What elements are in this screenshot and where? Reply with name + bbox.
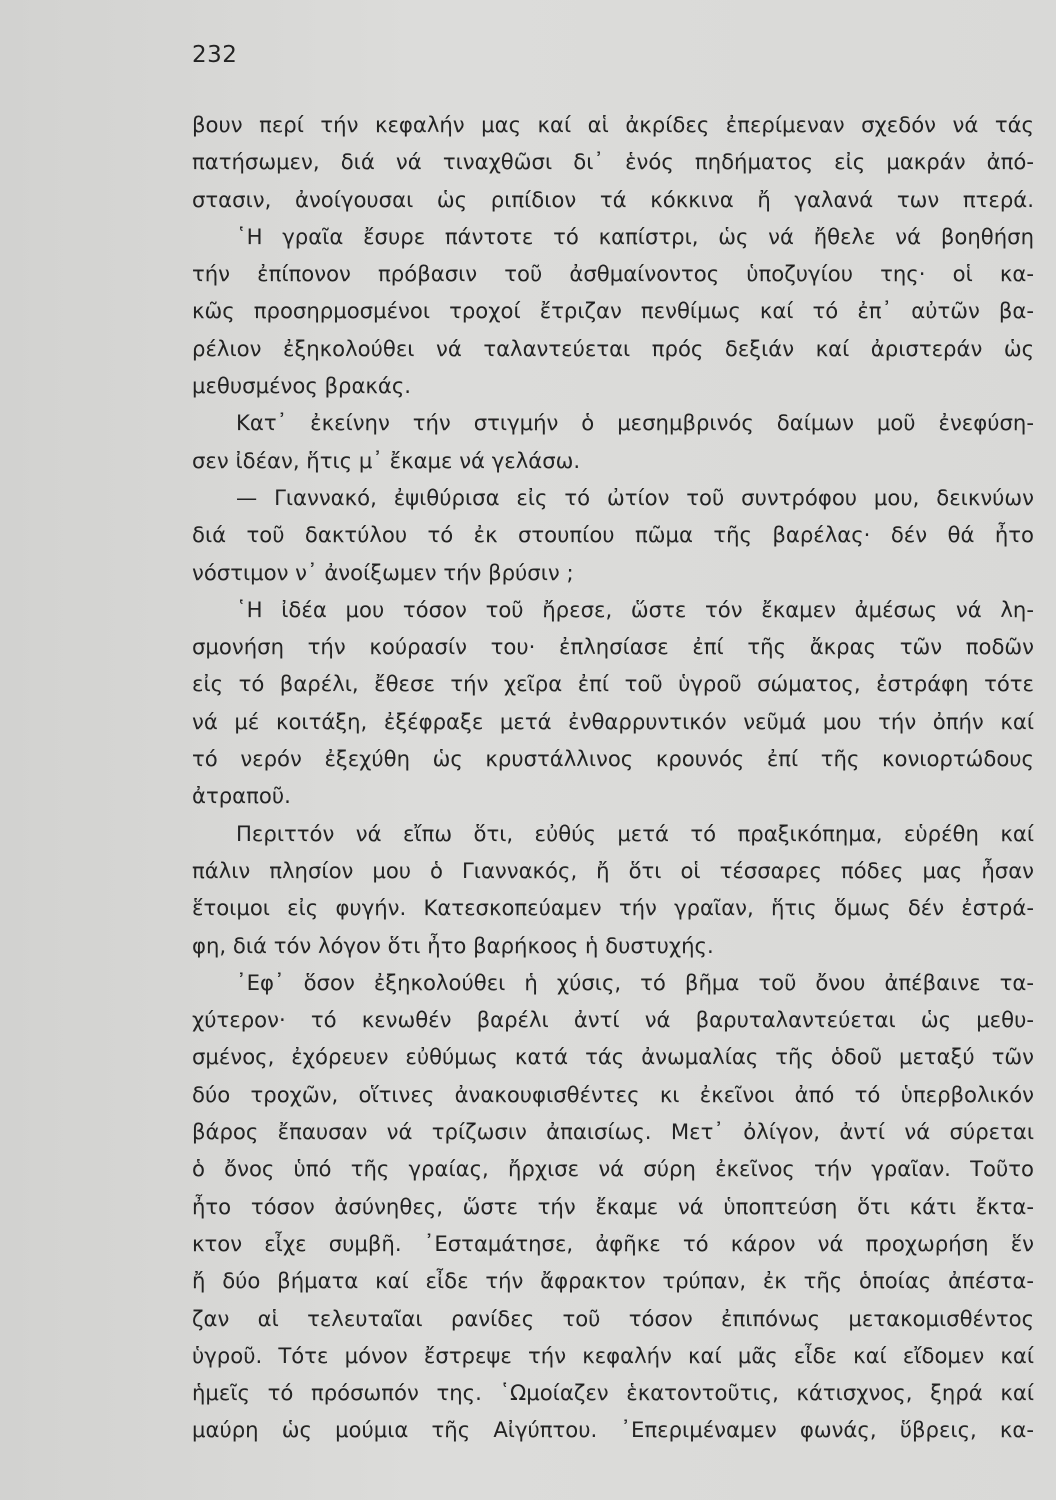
text-line: κτον εἶχε συμβῆ. ᾽Εσταμάτησε, ἀφῆκε τό κάρον νά προχωρήση ἕν [192, 1230, 1034, 1256]
text-line: ρέλιον ἐξηκολούθει νά ταλαντεύεται πρός δεξιάν καί ἀριστεράν ὡς [192, 335, 1034, 361]
text-line: βουν περί τήν κεφαλήν μας καί αἱ ἀκρίδες ἐπερίμεναν σχεδόν νά τάς [192, 112, 1034, 137]
text-line: νά μέ κοιτάξη, ἐξέφραξε μετά ἐνθαρρυντικόν νεῦμά μου τήν ὀπήν καί [192, 708, 1034, 734]
text-line: — Γιαννακό, ἐψιθύρισα εἰς τό ὠτίον τοῦ συντρόφου μου, δεικνύων [236, 484, 1034, 510]
text-line: δύο τροχῶν, οἵτινες ἀνακουφισθέντες κι ἐκεῖνοι ἀπό τό ὑπερβολικόν [192, 1081, 1034, 1107]
text-line: ᾽Εφ᾽ ὅσον ἐξηκολούθει ἡ χύσις, τό βῆμα τοῦ ὄνου ἀπέβαινε τα- [236, 969, 1034, 995]
text-line: πατήσωμεν, διά νά τιναχθῶσι δι᾽ ἑνός πηδήματος εἰς μακράν ἀπό- [192, 149, 1034, 175]
text-line: κῶς προσηρμοσμένοι τροχοί ἔτριζαν πενθίμως καί τό ἐπ᾽ αὐτῶν βα- [192, 298, 1034, 324]
text-line: νόστιμον ν᾽ ἀνοίξωμεν τήν βρύσιν ; [192, 559, 574, 585]
text-line: ἀτραποῦ. [192, 783, 291, 809]
text-line: ἦτο τόσον ἀσύνηθες, ὥστε τήν ἔκαμε νά ὑποπτεύση ὅτι κάτι ἔκτα- [192, 1193, 1034, 1219]
text-line: βάρος ἔπαυσαν νά τρίζωσιν ἀπαισίως. Μετ᾽ ὀλίγον, ἀντί νά σύρεται [192, 1119, 1034, 1145]
text-line: τό νερόν ἐξεχύθη ὡς κρυστάλλινος κρουνός ἐπί τῆς κονιορτώδους [192, 746, 1034, 772]
text-line: σμένος, ἐχόρευεν εὐθύμως κατά τάς ἀνωμαλίας τῆς ὁδοῦ μεταξύ τῶν [192, 1044, 1034, 1070]
text-line: φη, διά τόν λόγον ὅτι ἦτο βαρήκοος ἡ δυστυχής. [192, 932, 714, 958]
text-line: πάλιν πλησίον μου ὁ Γιαννακός, ἤ ὅτι οἱ τέσσαρες πόδες μας ἦσαν [192, 857, 1034, 883]
text-line: ἡμεῖς τό πρόσωπόν της. ῾Ωμοίαζεν ἑκατοντοῦτις, κάτισχνος, ξηρά καί [192, 1380, 1034, 1406]
text-line: ζαν αἱ τελευταῖαι ρανίδες τοῦ τόσον ἐπιπόνως μετακομισθέντος [192, 1305, 1034, 1331]
text-line: ῾Η γραῖα ἔσυρε πάντοτε τό καπίστρι, ὡς νά ἤθελε νά βοηθήση [236, 223, 1034, 249]
text-line: εἰς τό βαρέλι, ἔθεσε τήν χεῖρα ἐπί τοῦ ὑγροῦ σώματος, ἐστράφη τότε [192, 671, 1034, 697]
text-line: Περιττόν νά εἴπω ὅτι, εὐθύς μετά τό πραξικόπημα, εὑρέθη καί [236, 820, 1034, 846]
body-text [192, 106, 1034, 1449]
page-number: 232 [192, 42, 238, 68]
text-line: ὁ ὄνος ὑπό τῆς γραίας, ἤρχισε νά σύρη ἐκεῖνος τήν γραῖαν. Τοῦτο [192, 1156, 1034, 1182]
text-line: στασιν, ἀνοίγουσαι ὡς ριπίδιον τά κόκκινα ἤ γαλανά των πτερά. [192, 186, 1034, 212]
text-line: χύτερον· τό κενωθέν βαρέλι ἀντί νά βαρυταλαντεύεται ὡς μεθυ- [192, 1007, 1034, 1033]
text-line: διά τοῦ δακτύλου τό ἐκ στουπίου πῶμα τῆς βαρέλας· δέν θά ἦτο [192, 522, 1034, 548]
text-line: ἕτοιμοι εἰς φυγήν. Κατεσκοπεύαμεν τήν γραῖαν, ἥτις ὅμως δέν ἐστρά- [192, 895, 1034, 921]
text-line: σεν ἰδέαν, ἥτις μ᾽ ἔκαμε νά γελάσω. [192, 447, 581, 473]
text-line: ὑγροῦ. Τότε μόνον ἔστρεψε τήν κεφαλήν καί μᾶς εἶδε καί εἴδομεν καί [192, 1342, 1034, 1368]
text-line: μαύρη ὡς μούμια τῆς Αἰγύπτου. ᾽Επεριμέναμεν φωνάς, ὕβρεις, κα- [192, 1417, 1034, 1443]
text-line: τήν ἐπίπονον πρόβασιν τοῦ ἀσθμαίνοντος ὑποζυγίου της· οἱ κα- [192, 261, 1034, 287]
text-line: ἤ δύο βήματα καί εἶδε τήν ἄφρακτον τρύπαν, ἐκ τῆς ὁποίας ἀπέστα- [192, 1268, 1034, 1294]
text-line: σμονήση τήν κούρασίν του· ἐπλησίασε ἐπί τῆς ἄκρας τῶν ποδῶν [192, 634, 1034, 660]
text-line: Κατ᾽ ἐκείνην τήν στιγμήν ὁ μεσημβρινός δαίμων μοῦ ἐνεφύση- [236, 410, 1034, 436]
text-line: ῾Η ἰδέα μου τόσον τοῦ ἤρεσε, ὥστε τόν ἔκαμεν ἀμέσως νά λη- [236, 596, 1034, 622]
text-line: μεθυσμένος βρακάς. [192, 373, 412, 399]
